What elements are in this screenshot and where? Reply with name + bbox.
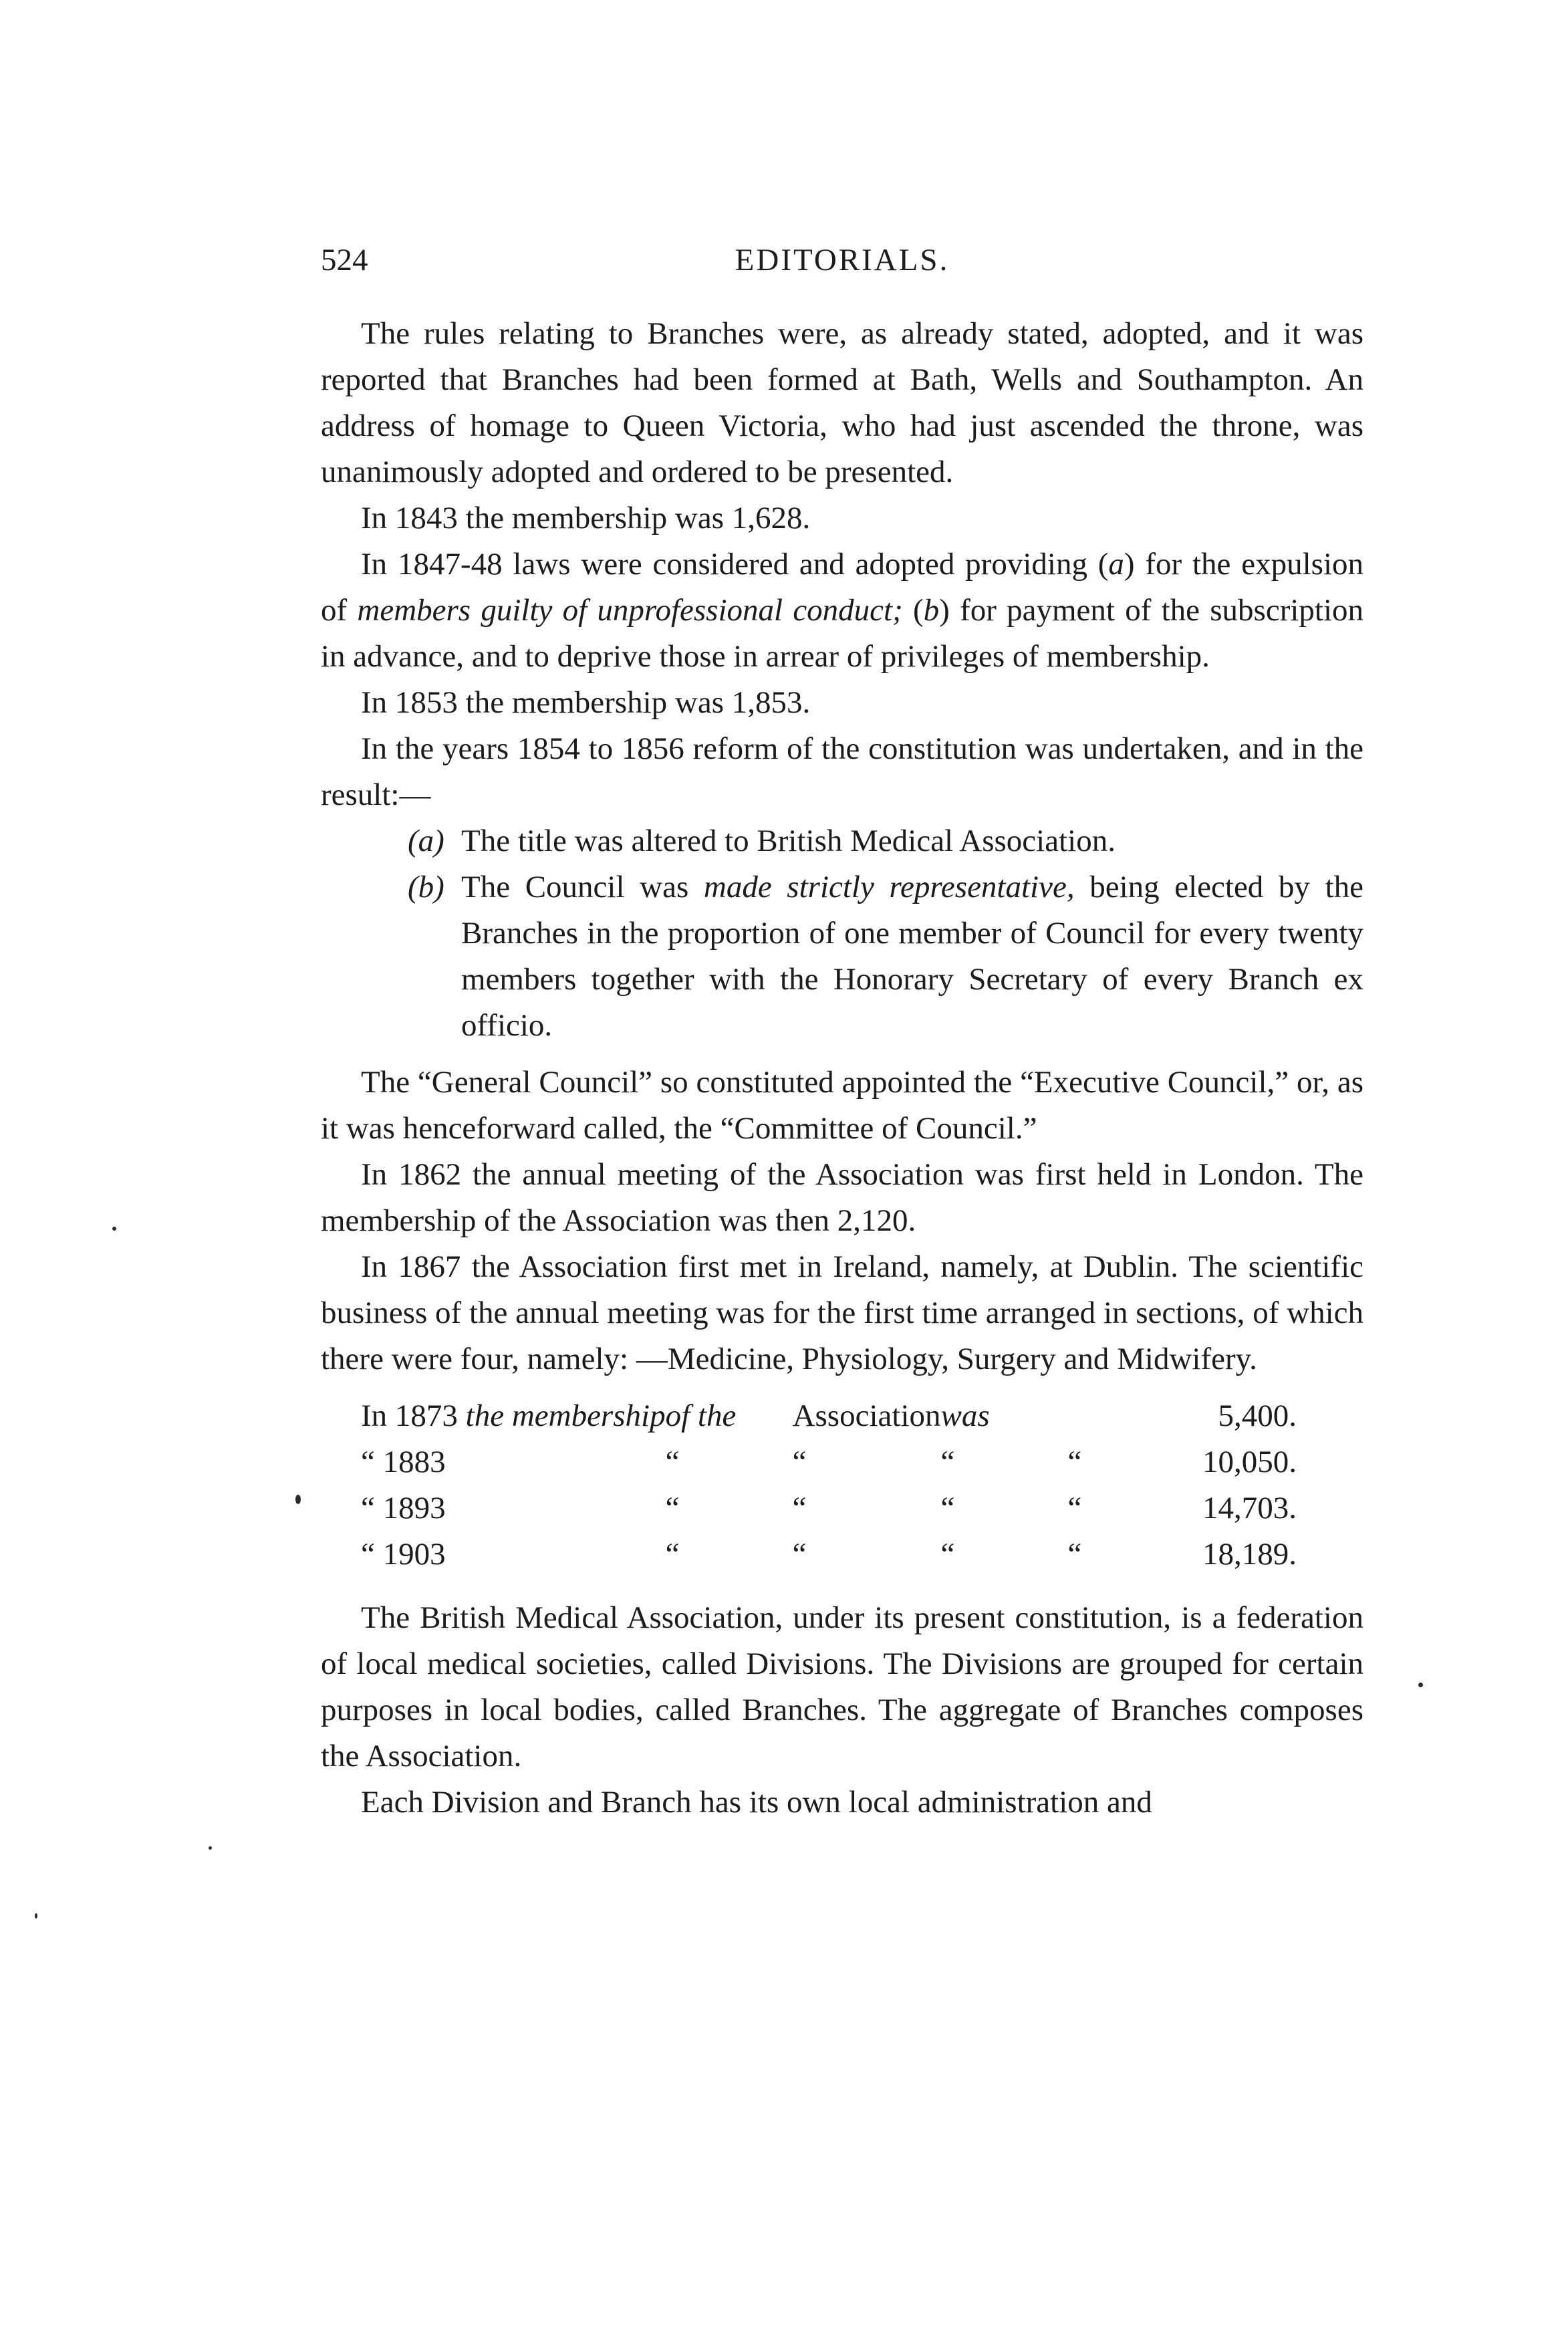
ditto-mark: “ [940, 1445, 955, 1479]
paragraph-1843: In 1843 the membership was 1,628. [361, 501, 811, 535]
ditto-mark: “ [940, 1537, 955, 1572]
text-1847-b-open: ( [902, 593, 924, 628]
scan-speck [35, 1913, 37, 1919]
year-value: 1893 [382, 1491, 446, 1525]
list-item-text-after: being elected by the Branches in the proportion of one member of Council for every twenty members together with the Honorary Secretary of every Branch ex officio. [461, 870, 1363, 1043]
ditto-mark: “ [940, 1491, 955, 1525]
ditto-mark: “ [792, 1537, 807, 1572]
table-cell [793, 1393, 941, 1439]
text-1847-mid: ) for the expulsion of [321, 547, 1363, 628]
row-word: of the [665, 1398, 737, 1433]
year-value: 1903 [382, 1537, 446, 1572]
list-item-text: The title was altered to British Medical Association. [461, 824, 1116, 858]
paragraph-division: Each Division and Branch has its own local administration and [361, 1785, 1152, 1820]
table-cell [666, 1393, 793, 1439]
scan-speck [295, 1495, 301, 1504]
ditto-mark: “ [792, 1491, 807, 1525]
list-marker: (b) [408, 870, 444, 904]
paragraph-1847 [321, 541, 1363, 680]
row-word: Association [792, 1398, 941, 1433]
ditto-mark: “ [665, 1445, 680, 1479]
table-cell-value: 10,050. [1202, 1445, 1297, 1479]
paragraph-federation: The British Medical Association, under its present constitution, is a federation of local medical societies, called Divisions. The Divisions are grouped for certain purposes in local bodies, called Branches. The aggregate of Branches composes the Association. [321, 1600, 1363, 1773]
paragraph-1853: In 1853 the membership was 1,853. [361, 685, 811, 720]
membership-table [361, 1393, 1297, 1578]
spacer [321, 1578, 1363, 1595]
table-cell-year [361, 1393, 666, 1439]
list-item-text-before: The Council was [461, 870, 704, 904]
spacer [321, 1382, 1363, 1393]
row-word: was [940, 1398, 990, 1433]
paragraph-reform: In the years 1854 to 1856 reform of the constitution was undertaken, and in the result:— [321, 731, 1363, 812]
page [321, 237, 1363, 1826]
ditto-mark: “ [792, 1445, 807, 1479]
row-prefix: In 1873 [361, 1398, 458, 1433]
table-row [361, 1485, 1297, 1531]
table-cell-value: 18,189. [1202, 1537, 1297, 1572]
paragraph-1862: In 1862 the annual meeting of the Association was first held in London. The membership of the Association was then 2,120. [321, 1157, 1363, 1238]
reform-list [321, 818, 1363, 1049]
row-word: the membership [465, 1398, 666, 1433]
paragraph-branches: The rules relating to Branches were, as already stated, adopted, and it was reported that Branches had been formed at Bath, Wells and Southampton. An address of homage to Queen Victoria, who had just ascended the throne, was unanimously adopted and ordered to be presented. [321, 316, 1363, 489]
table-cell [1068, 1393, 1155, 1439]
spacer [321, 1049, 1363, 1060]
paragraph-1867: In 1867 the Association first met in Ireland, namely, at Dublin. The scientific business of the annual meeting was for the first time arranged in sections, of which there were four, namely: —Medicine, Physiology, Surgery and Midwifery. [321, 1249, 1363, 1376]
paragraph-general-council: The “General Council” so constituted appointed the “Executive Council,” or, as it was henceforward called, the “Committee of Council.” [321, 1065, 1363, 1146]
table-cell-value: 5,400. [1218, 1398, 1297, 1433]
list-item [321, 864, 1363, 1049]
text-1847-end: ) for payment of the subscription in advance, and to deprive those in arrear of privileges of membership. [321, 593, 1364, 674]
ditto-mark: “ [361, 1537, 375, 1572]
list-item [321, 818, 1363, 864]
text-1847-italic: members guilty of unprofessional conduct; [357, 593, 903, 628]
table-cell-year [361, 1531, 666, 1578]
label-b: b [923, 593, 940, 628]
table-cell [941, 1393, 1068, 1439]
ditto-mark: “ [1067, 1537, 1082, 1572]
ditto-mark: “ [361, 1445, 375, 1479]
ditto-mark: “ [361, 1491, 375, 1525]
table-row [361, 1531, 1297, 1578]
ditto-mark: “ [1067, 1491, 1082, 1525]
scan-speck [1418, 1683, 1423, 1687]
scan-speck [209, 1846, 212, 1850]
table-row [361, 1439, 1297, 1485]
ditto-mark: “ [665, 1491, 680, 1525]
ditto-mark: “ [1067, 1445, 1082, 1479]
list-marker: (a) [408, 824, 444, 858]
ditto-mark: “ [665, 1537, 680, 1572]
running-title: EDITORIALS. [735, 243, 950, 277]
year-value: 1883 [382, 1445, 446, 1479]
table-row [361, 1393, 1297, 1439]
table-cell-value: 14,703. [1202, 1491, 1297, 1525]
table-cell-year [361, 1439, 666, 1485]
page-number: 524 [321, 243, 368, 277]
table-cell-year [361, 1485, 666, 1531]
running-head [321, 237, 1363, 291]
scan-speck [112, 1227, 116, 1231]
text-1847-start: In 1847-48 laws were considered and adopted providing ( [361, 547, 1109, 582]
label-a: a [1108, 547, 1124, 582]
list-item-italic: made strictly representative, [703, 870, 1075, 904]
